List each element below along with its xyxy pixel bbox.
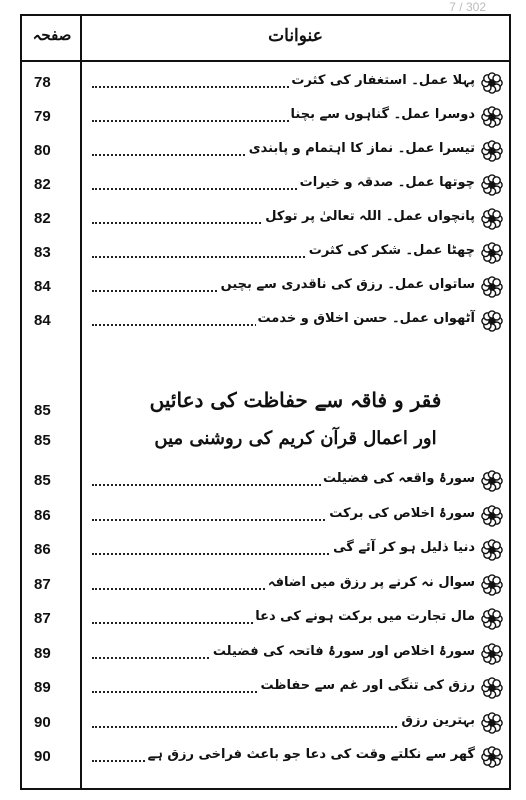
- page-number: 84: [34, 312, 51, 329]
- toc-row: [22, 104, 509, 132]
- flower-bullet-icon: [481, 746, 503, 768]
- page-number: 89: [34, 644, 51, 662]
- entry-title: مال تجارت میں برکت ہونے کی دعا: [255, 609, 475, 624]
- flower-bullet-icon: [481, 208, 503, 230]
- page-number: 82: [34, 176, 51, 193]
- section-page-number-1: 85: [34, 402, 51, 419]
- title-column-header: عنوانات: [268, 26, 323, 46]
- entry-title: گھر سے نکلتے وقت کی دعا جو باعث فراخی رزق ہے: [147, 747, 475, 762]
- page-number: 78: [34, 74, 51, 91]
- flower-bullet-icon: [481, 643, 503, 665]
- section-heading-line1: فقر و فاقہ سے حفاظت کی دعائیں: [149, 388, 442, 412]
- flower-bullet-icon: [481, 470, 503, 492]
- page-number: 83: [34, 244, 51, 261]
- toc-row: [22, 503, 509, 531]
- flower-bullet-icon: [481, 276, 503, 298]
- page-number: 87: [34, 610, 51, 627]
- toc-row: [22, 537, 509, 565]
- page-number: 79: [34, 108, 51, 125]
- section-page-number-2: 85: [34, 432, 51, 449]
- contents-table: [20, 14, 511, 790]
- entry-title: تیسرا عمل۔ نماز کا اہتمام و پابندی: [248, 141, 475, 156]
- page-number: 87: [34, 575, 51, 593]
- page-number: 90: [34, 713, 51, 731]
- entry-title: پہلا عمل۔ استغفار کی کثرت: [291, 73, 475, 88]
- toc-row: [22, 138, 509, 166]
- header-rule: [22, 60, 509, 62]
- toc-row: [22, 710, 509, 738]
- toc-row: [22, 675, 509, 703]
- entry-title: سوال نہ کرنے پر رزق میں اضافہ: [267, 574, 475, 590]
- entry-title: دنیا ذلیل ہو کر آئے گی: [333, 540, 475, 555]
- section-heading-line2: اور اعمال قرآن کریم کی روشنی میں: [154, 428, 437, 449]
- entry-title: رزق کی تنگی اور غم سے حفاظت: [260, 678, 475, 693]
- page-counter: 7 / 302: [449, 0, 486, 14]
- toc-row: [22, 274, 509, 302]
- toc-row: [22, 240, 509, 268]
- entry-title: چوتھا عمل۔ صدقہ و خیرات: [299, 175, 475, 190]
- entry-title: ساتواں عمل۔ رزق کی ناقدری سے بچیں: [220, 277, 475, 292]
- toc-row: [22, 308, 509, 336]
- entry-title: سورۂ اخلاص اور سورۂ فاتحہ کی فضیلت: [212, 643, 475, 659]
- page-number: 80: [34, 142, 51, 159]
- flower-bullet-icon: [481, 712, 503, 734]
- page-number: 86: [34, 506, 51, 524]
- entry-title: دوسرا عمل۔ گناہوں سے بچنا: [290, 107, 475, 122]
- page-number: 82: [34, 210, 51, 227]
- flower-bullet-icon: [481, 242, 503, 264]
- flower-bullet-icon: [481, 505, 503, 527]
- page-number: 86: [34, 541, 51, 558]
- toc-row: [22, 572, 509, 600]
- flower-bullet-icon: [481, 72, 503, 94]
- flower-bullet-icon: [481, 140, 503, 162]
- flower-bullet-icon: [481, 174, 503, 196]
- toc-row: [22, 70, 509, 98]
- entry-title: سورۂ اخلاص کی برکت: [329, 505, 475, 521]
- toc-row: [22, 206, 509, 234]
- page-number: 84: [34, 278, 51, 295]
- toc-row: [22, 744, 509, 772]
- entry-title: آٹھواں عمل۔ حسن اخلاق و خدمت: [257, 311, 475, 326]
- flower-bullet-icon: [481, 574, 503, 596]
- entry-title: بہترین رزق: [401, 712, 475, 728]
- entry-title: پانچواں عمل۔ اللہ تعالیٰ پر توکل: [265, 209, 475, 224]
- page-number: 85: [34, 472, 51, 489]
- entry-title: سورۂ واقعہ کی فضیلت: [322, 471, 475, 486]
- flower-bullet-icon: [481, 539, 503, 561]
- flower-bullet-icon: [481, 608, 503, 630]
- page-number: 90: [34, 748, 51, 765]
- toc-row: [22, 172, 509, 200]
- toc-row: [22, 468, 509, 496]
- flower-bullet-icon: [481, 677, 503, 699]
- flower-bullet-icon: [481, 106, 503, 128]
- toc-row: [22, 641, 509, 669]
- toc-row: [22, 606, 509, 634]
- page-column-header: صفحہ: [32, 26, 72, 44]
- flower-bullet-icon: [481, 310, 503, 332]
- entry-title: چھٹا عمل۔ شکر کی کثرت: [308, 243, 475, 258]
- page-number: 89: [34, 679, 51, 696]
